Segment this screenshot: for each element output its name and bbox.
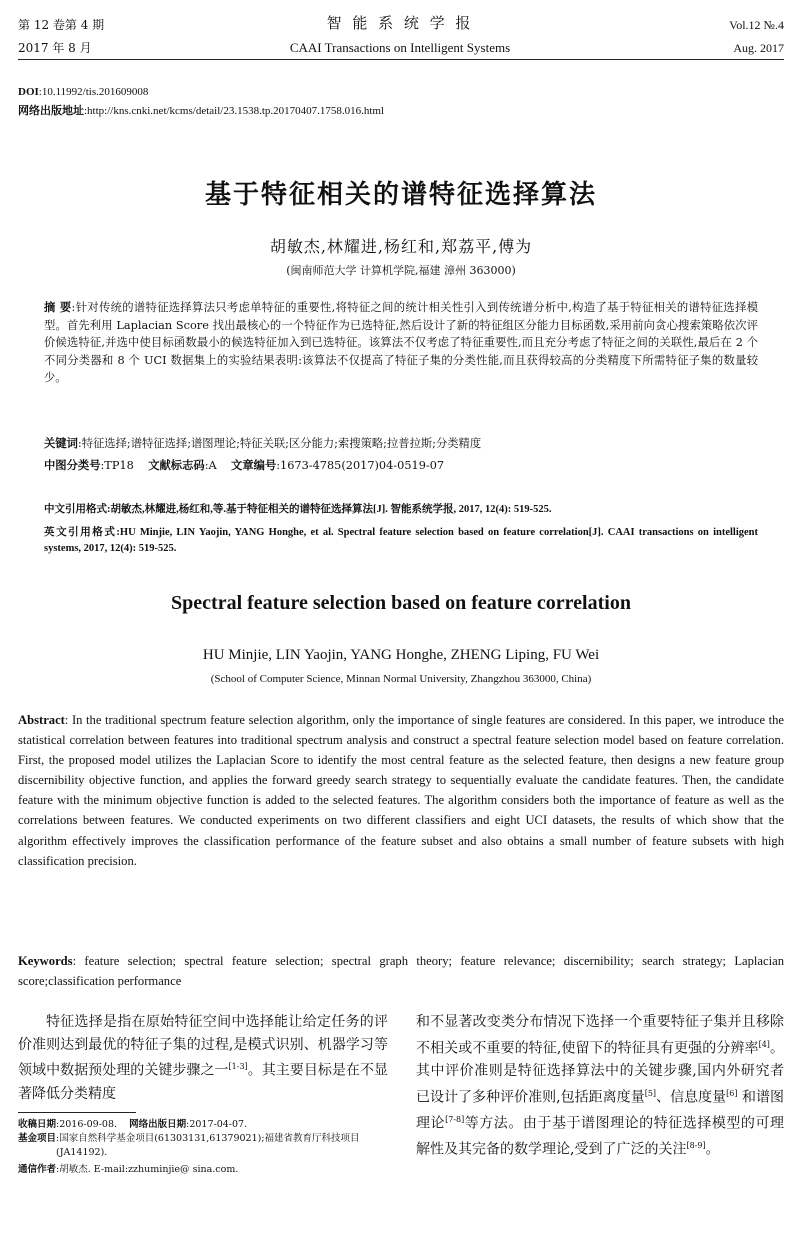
footnote-author [18,1163,390,1177]
body-right-paragraph [416,1011,784,1162]
online-date-value: :2017-04-07. [186,1119,248,1130]
doi-line [18,84,148,100]
abstract-zh [44,299,758,387]
keywords-en-text: : feature selection; spectral feature selection; spectral graph theory; feature relevance; discernibility; search strategy; Laplacian score;classification performance [18,954,784,989]
footnote-fund [18,1132,390,1160]
body-right-text-6: 。 [705,1142,720,1159]
header-journal-zh: 智 能 系 统 学 报 [326,14,474,32]
body-right-text-3: 、信息度量 [656,1089,727,1106]
article-no-label: 文章编号 [231,458,277,472]
abstract-zh-text: :针对传统的谱特征选择算法只考虑单特征的重要性,将特征之间的统计相关性引入到传统谱分析中,构造了基于特征相关的谱特征选择模型。首先利用 Laplacian Score 找出最核心的一个特征作为已选特征,然后设计了新的特征组区分能力目标函数,采用前向贪心搜索策略依次评价候选特征,并选中使目标函数最小的候选特征加入到已选特征。该算法不仅考虑了特征重要性,而且充分考虑了特征之间的关联性,最后在 2 个不同分类器和 8 个 UCI 数据集上的实验结果表明:该算法不仅提高了特征子集的分类性能,而且获得较高的分类精度下所需特征子集的数量较少。 [44,301,758,384]
online-url-line [18,103,384,119]
abstract-en-text: : In the traditional spectrum feature selection algorithm, only the importance of single features are considered. In this paper, we introduce the statistical correlation between features into traditional spectrum analysis and construct a spectral feature selection model based on feature correlation. First, the proposed model utilizes the Laplacian Score to identify the most central feature as the selected feature, then designs a new feature group discernibility objective function, and applies the forward greedy search strategy to sequentially evaluate the candidate features. Then, the candidate feature with the minimum objective function is added to the selected features. The algorithm considers both the importance of feature as well as the correlations between features. We conducted experiments on two different classifiers and eight UCI datasets, the results of which show that the algorithm effectively improves the classification performance of the feature subset and also obtains a small number of feature subsets with high classification precision. [18,713,784,868]
body-left-text: 特征选择是指在原始特征空间中选择能让给定任务的评价准则达到最优的特征子集的过程,是模式识别、机器学习等领域中数据预处理的关键步骤之一 [18,1014,388,1080]
doc-code-label: 文献标志码 [148,458,205,472]
received-label: 收稿日期 [18,1119,57,1130]
header-vol-issue-en: Vol.12 №.4 [729,18,784,32]
keywords-en [18,951,784,991]
keywords-zh-label: 关键词 [44,436,78,450]
header-date-zh: 2017 年 8 月 [18,41,92,55]
ref-8-9: [8-9] [686,1141,706,1151]
body-right-text-5: 等方法。由于基于谱图理论的特征选择模型的可理解性及其完备的数学理论,受到了广泛的关注 [416,1115,785,1159]
doi-value: :10.11992/tis.201609008 [38,86,149,98]
ref-5: [5] [644,1088,657,1098]
authors-en: HU Minjie, LIN Yaojin, YANG Honghe, ZHENG Liping, FU Wei [202,647,600,663]
footnote-rule [18,1112,136,1113]
doi-label: DOI [18,86,39,98]
body-right-text-1: 和不显著改变类分布情况下选择一个重要特征子集并且移除不相关或不重要的特征,使留下的特征具有更强的分辨率 [416,1014,784,1057]
fund-label: 基金项目 [18,1133,57,1144]
citation-zh: 中文引用格式:胡敏杰,林耀进,杨红和,等.基于特征相关的谱特征选择算法[J]. 智能系统学报, 2017, 12(4): 519-525. [44,504,552,515]
keywords-zh-text: :特征选择;谱特征选择;谱图理论;特征关联;区分能力;索搜策略;拉普拉斯;分类精度 [77,437,482,450]
affiliation-zh: (闽南师范大学 计算机学院,福建 漳州 363000) [286,264,516,277]
online-url-label: 网络出版地址 [18,105,84,117]
body-right-text-4: 和谱图理论 [416,1089,784,1132]
corresponding-author-label: 通信作者 [18,1164,57,1175]
header-rule [18,59,784,60]
keywords-zh [44,435,758,453]
classification-line [44,457,758,475]
doc-code-value: :A [204,459,217,472]
article-no-value: :1673-4785(2017)04-0519-07 [276,459,445,472]
header-vol-issue-zh: 第 12 卷第 4 期 [18,18,105,32]
ref-1-3: [1-3] [228,1062,248,1072]
ref-6: [6] [726,1088,738,1098]
clc-value: :TP18 [100,459,134,472]
paper-title-en: Spectral feature selection based on feature correlation [171,592,631,614]
abstract-en-label: Abstract [18,713,65,727]
header-journal-en: CAAI Transactions on Intelligent Systems [289,40,511,55]
body-right-text-2: 。其中评价准则是特征选择算法中的关键步骤,国内外研究者已设计了多种评价准则,包括距离度量 [416,1040,785,1106]
authors-zh: 胡敏杰,林耀进,杨红和,郑荔平,傅为 [269,237,533,256]
received-value: :2016-09-08. [56,1119,118,1130]
paper-title-zh: 基于特征相关的谱特征选择算法 [204,180,597,210]
ref-4: [4] [758,1039,770,1049]
footnote-dates [18,1118,390,1132]
clc-label: 中图分类号 [44,458,101,472]
keywords-en-label: Keywords [18,954,73,968]
body-left-tail: 。其主要目标是在不显著降低分类精度 [18,1063,389,1102]
ref-7-8: [7-8] [445,1115,465,1125]
affiliation-en: (School of Computer Science, Minnan Normal University, Zhangzhou 363000, China) [210,673,592,685]
corresponding-author-value: :胡敏杰. E-mail:zzhuminjie@ sina.com. [56,1164,239,1175]
citation-en: 英文引用格式:HU Minjie, LIN Yaojin, YANG Honghe, et al. Spectral feature selection based on feature correlation[J]. CAAI transactions on intelligent systems, 2017, 12(4): 519-525. [44,527,758,554]
fund-value: :国家自然科学基金项目(61303131,61379021);福建省教育厅科技项目(JA14192). [56,1133,360,1158]
header-date-en: Aug. 2017 [733,41,784,55]
abstract-zh-label: 摘 要 [44,300,72,314]
online-url-value: :http://kns.cnki.net/kcms/detail/23.1538.tp.20170407.1758.016.html [84,105,385,117]
online-date-label: 网络出版日期 [129,1119,187,1130]
body-left-paragraph [18,1011,388,1105]
abstract-en [18,710,784,871]
